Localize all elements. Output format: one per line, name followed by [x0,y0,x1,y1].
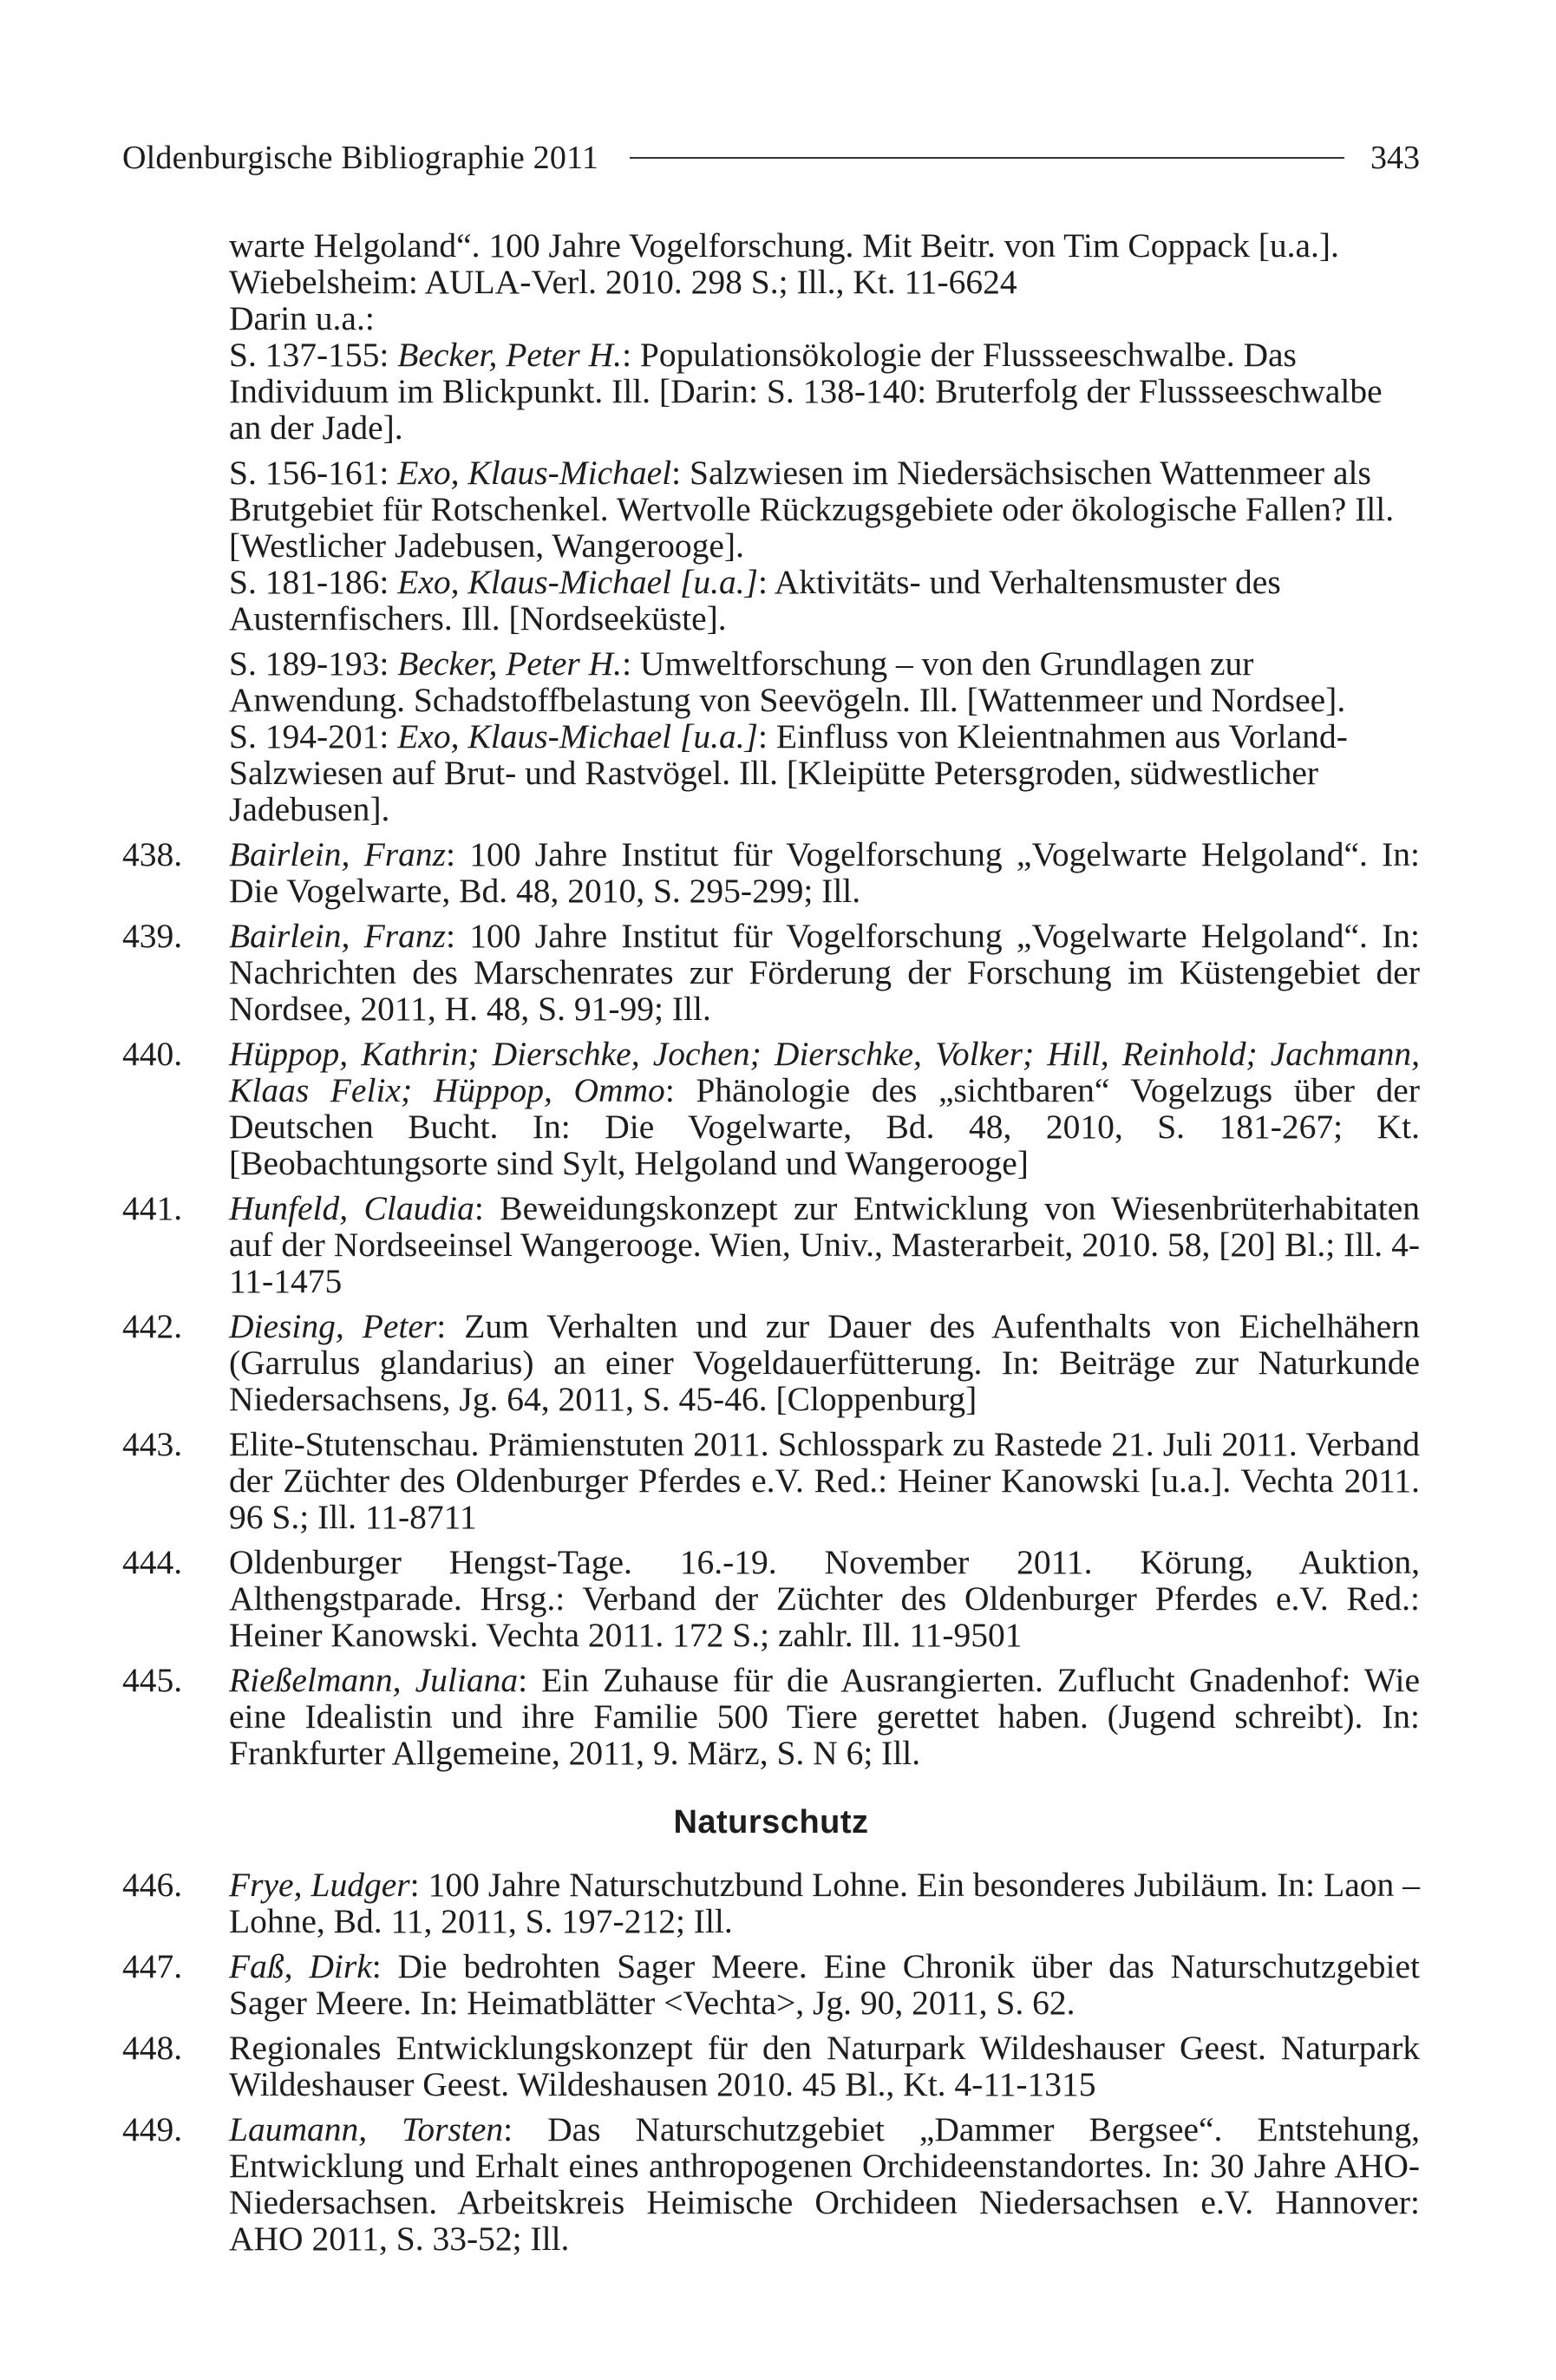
sub-item-author: Becker, Peter H. [397,336,623,374]
sub-item: S. 194-201: Exo, Klaus-Michael [u.a.]: Einfluss von Kleientnahmen aus Vorland-Salzwiesen auf Brut- und Rastvögel. Ill. [Kleipütte Petersgroden, südwestlicher Jadebusen]. [229,717,1348,828]
entry-author: Frye, Ludger [229,1866,410,1904]
entry-number: 439. [122,917,183,955]
continuation-block [122,227,1420,827]
entry-author: Rießelmann, Juliana [229,1661,519,1699]
entry-number: 448. [122,2029,183,2067]
bib-entry: 442. Diesing, Peter: Zum Verhalten und zur Dauer des Aufenthalts von Eichelhähern (Garrulus glandarius) an einer Vogeldauerfütterung. In: Beiträge zur Naturkunde Niedersachsens, Jg. 64, 2011, S. 45-46. [Cloppenburg] [122,1307,1421,1418]
sub-item-author: Exo, Klaus-Michael [397,454,672,492]
bib-entry: 447. Faß, Dirk: Die bedrohten Sager Meere. Eine Chronik über das Naturschutzgebiet Sager Meere. In: Heimatblätter <Vechta>, Jg. 90, 2011, S. 62. [122,1947,1420,2022]
page-number: 343 [1370,140,1420,176]
entry-author: Faß, Dirk [229,1947,372,1985]
entry-number: 446. [122,1866,183,1904]
entry-number: 445. [122,1661,183,1699]
sub-item: S. 181-186: Exo, Klaus-Michael [u.a.]: Aktivitäts- und Verhaltensmuster des Austernfischers. Ill. [Nordseeküste]. [229,563,1281,638]
entry-number: 442. [122,1307,183,1345]
page-body [122,227,1420,2257]
entry-author: Hüppop, Kathrin; Dierschke, Jochen; Dierschke, Volker; Hill, Reinhold; Jachmann, Klaas Felix; Hüppop, Ommo [229,1035,1420,1109]
darin-label: Darin u.a.: [229,299,375,337]
sub-item: S. 156-161: Exo, Klaus-Michael: Salzwiesen im Niedersächsischen Wattenmeer als Brutgebiet für Rotschenkel. Wertvolle Rückzugsgebiete oder ökologische Fallen? Ill. [Westlicher Jadebusen, Wangerooge]. [229,454,1395,565]
bib-entry: 439. Bairlein, Franz: 100 Jahre Institut für Vogelforschung „Vogelwarte Helgoland“. In: Nachrichten des Marschenrates zur Förderung der Forschung im Küstengebiet der Nordsee, 2011, H. 48, S. 91-99; Ill. [122,917,1421,1028]
header-rule [630,157,1344,159]
bib-entry: 444. Oldenburger Hengst-Tage. 16.-19. November 2011. Körung, Auktion, Althengstparade. Hrsg.: Verband der Züchter des Oldenburger Pferdes e.V. Red.: Heiner Kanowski. Vechta 2011. 172 S.; zahlr. Ill. 11-9501 [122,1543,1420,1654]
sub-item-author: Exo, Klaus-Michael [u.a.] [397,717,759,755]
entry-author: Diesing, Peter [229,1307,437,1345]
entry-number: 449. [122,2110,183,2148]
bib-entry: 446. Frye, Ludger: 100 Jahre Naturschutzbund Lohne. Ein besonderes Jubiläum. In: Laon – Lohne, Bd. 11, 2011, S. 197-212; Ill. [122,1866,1421,1940]
entry-number: 447. [122,1947,183,1985]
entry-number: 438. [122,835,183,873]
entry-author: Bairlein, Franz [229,835,446,873]
entry-list-naturschutz [122,1867,1420,2257]
sub-item: S. 137-155: Becker, Peter H.: Populationsökologie der Flussseeschwalbe. Das Individuum im Blickpunkt. Ill. [Darin: S. 138-140: Bruterfolg der Flussseeschwalbe an der Jade]. [229,336,1383,447]
entry-number: 441. [122,1189,183,1227]
bib-entry: 445. Rießelmann, Juliana: Ein Zuhause für die Ausrangierten. Zuflucht Gnadenhof: Wie eine Idealistin und ihre Familie 500 Tiere gerettet haben. (Jugend schreibt). In: Frankfurter Allgemeine, 2011, 9. März, S. N 6; Ill. [122,1661,1420,1772]
section-heading: Naturschutz [673,1804,869,1841]
bib-entry: 448. Regionales Entwicklungskonzept für den Naturpark Wildeshauser Geest. Naturpark Wildeshauser Geest. Wildeshausen 2010. 45 Bl., Kt. 4-11-1315 [122,2029,1420,2103]
bib-entry: 440. Hüppop, Kathrin; Dierschke, Jochen; Dierschke, Volker; Hill, Reinhold; Jachmann, Klaas Felix; Hüppop, Ommo: Phänologie des „sichtbaren“ Vogelzugs über der Deutschen Bucht. In: Die Vogelwarte, Bd. 48, 2010, S. 181-267; Kt. [Beobachtungsorte sind Sylt, Helgoland und Wangerooge] [122,1035,1420,1182]
entry-number: 444. [122,1543,183,1581]
page-header [122,132,1420,184]
sub-item-author: Becker, Peter H. [397,644,623,683]
continuation-text: warte Helgoland“. 100 Jahre Vogelforschung. Mit Beitr. von Tim Coppack [u.a.]. Wiebelsheim: AULA-Verl. 2010. 298 S.; Ill., Kt. 11-6624 [229,226,1339,301]
bib-entry: 449. Laumann, Torsten: Das Naturschutzgebiet „Dammer Bergsee“. Entstehung, Entwicklung und Erhalt eines anthropogenen Orchideenstandortes. In: 30 Jahre AHO-Niedersachsen. Arbeitskreis Heimische Orchideen Niedersachsen e.V. Hannover: AHO 2011, S. 33-52; Ill. [122,2110,1420,2258]
entry-author: Bairlein, Franz [229,917,446,955]
sub-item-author: Exo, Klaus-Michael [u.a.] [397,563,759,601]
bib-entry: 443. Elite-Stutenschau. Prämienstuten 2011. Schlosspark zu Rastede 21. Juli 2011. Verband der Züchter des Oldenburger Pferdes e.V. Red.: Heiner Kanowski [u.a.]. Vechta 2011. 96 S.; Ill. 11-8711 [122,1425,1420,1536]
entry-author: Laumann, Torsten [229,2110,504,2148]
sub-items [229,337,1420,827]
entry-list [122,836,1420,1771]
entry-number: 443. [122,1425,183,1463]
entry-author: Hunfeld, Claudia [229,1189,474,1227]
bib-entry: 438. Bairlein, Franz: 100 Jahre Institut für Vogelforschung „Vogelwarte Helgoland“. In: Die Vogelwarte, Bd. 48, 2010, S. 295-299; Ill. [122,835,1421,910]
entry-number: 440. [122,1035,183,1073]
bib-entry: 441. Hunfeld, Claudia: Beweidungskonzept zur Entwicklung von Wiesenbrüterhabitaten auf der Nordseeinsel Wangerooge. Wien, Univ., Masterarbeit, 2010. 58, [20] Bl.; Ill. 4-11-1475 [122,1189,1420,1300]
sub-item: S. 189-193: Becker, Peter H.: Umweltforschung – von den Grundlagen zur Anwendung. Schadstoffbelastung von Seevögeln. Ill. [Wattenmeer und Nordsee]. [229,644,1346,719]
running-title: Oldenburgische Bibliographie 2011 [122,140,599,176]
